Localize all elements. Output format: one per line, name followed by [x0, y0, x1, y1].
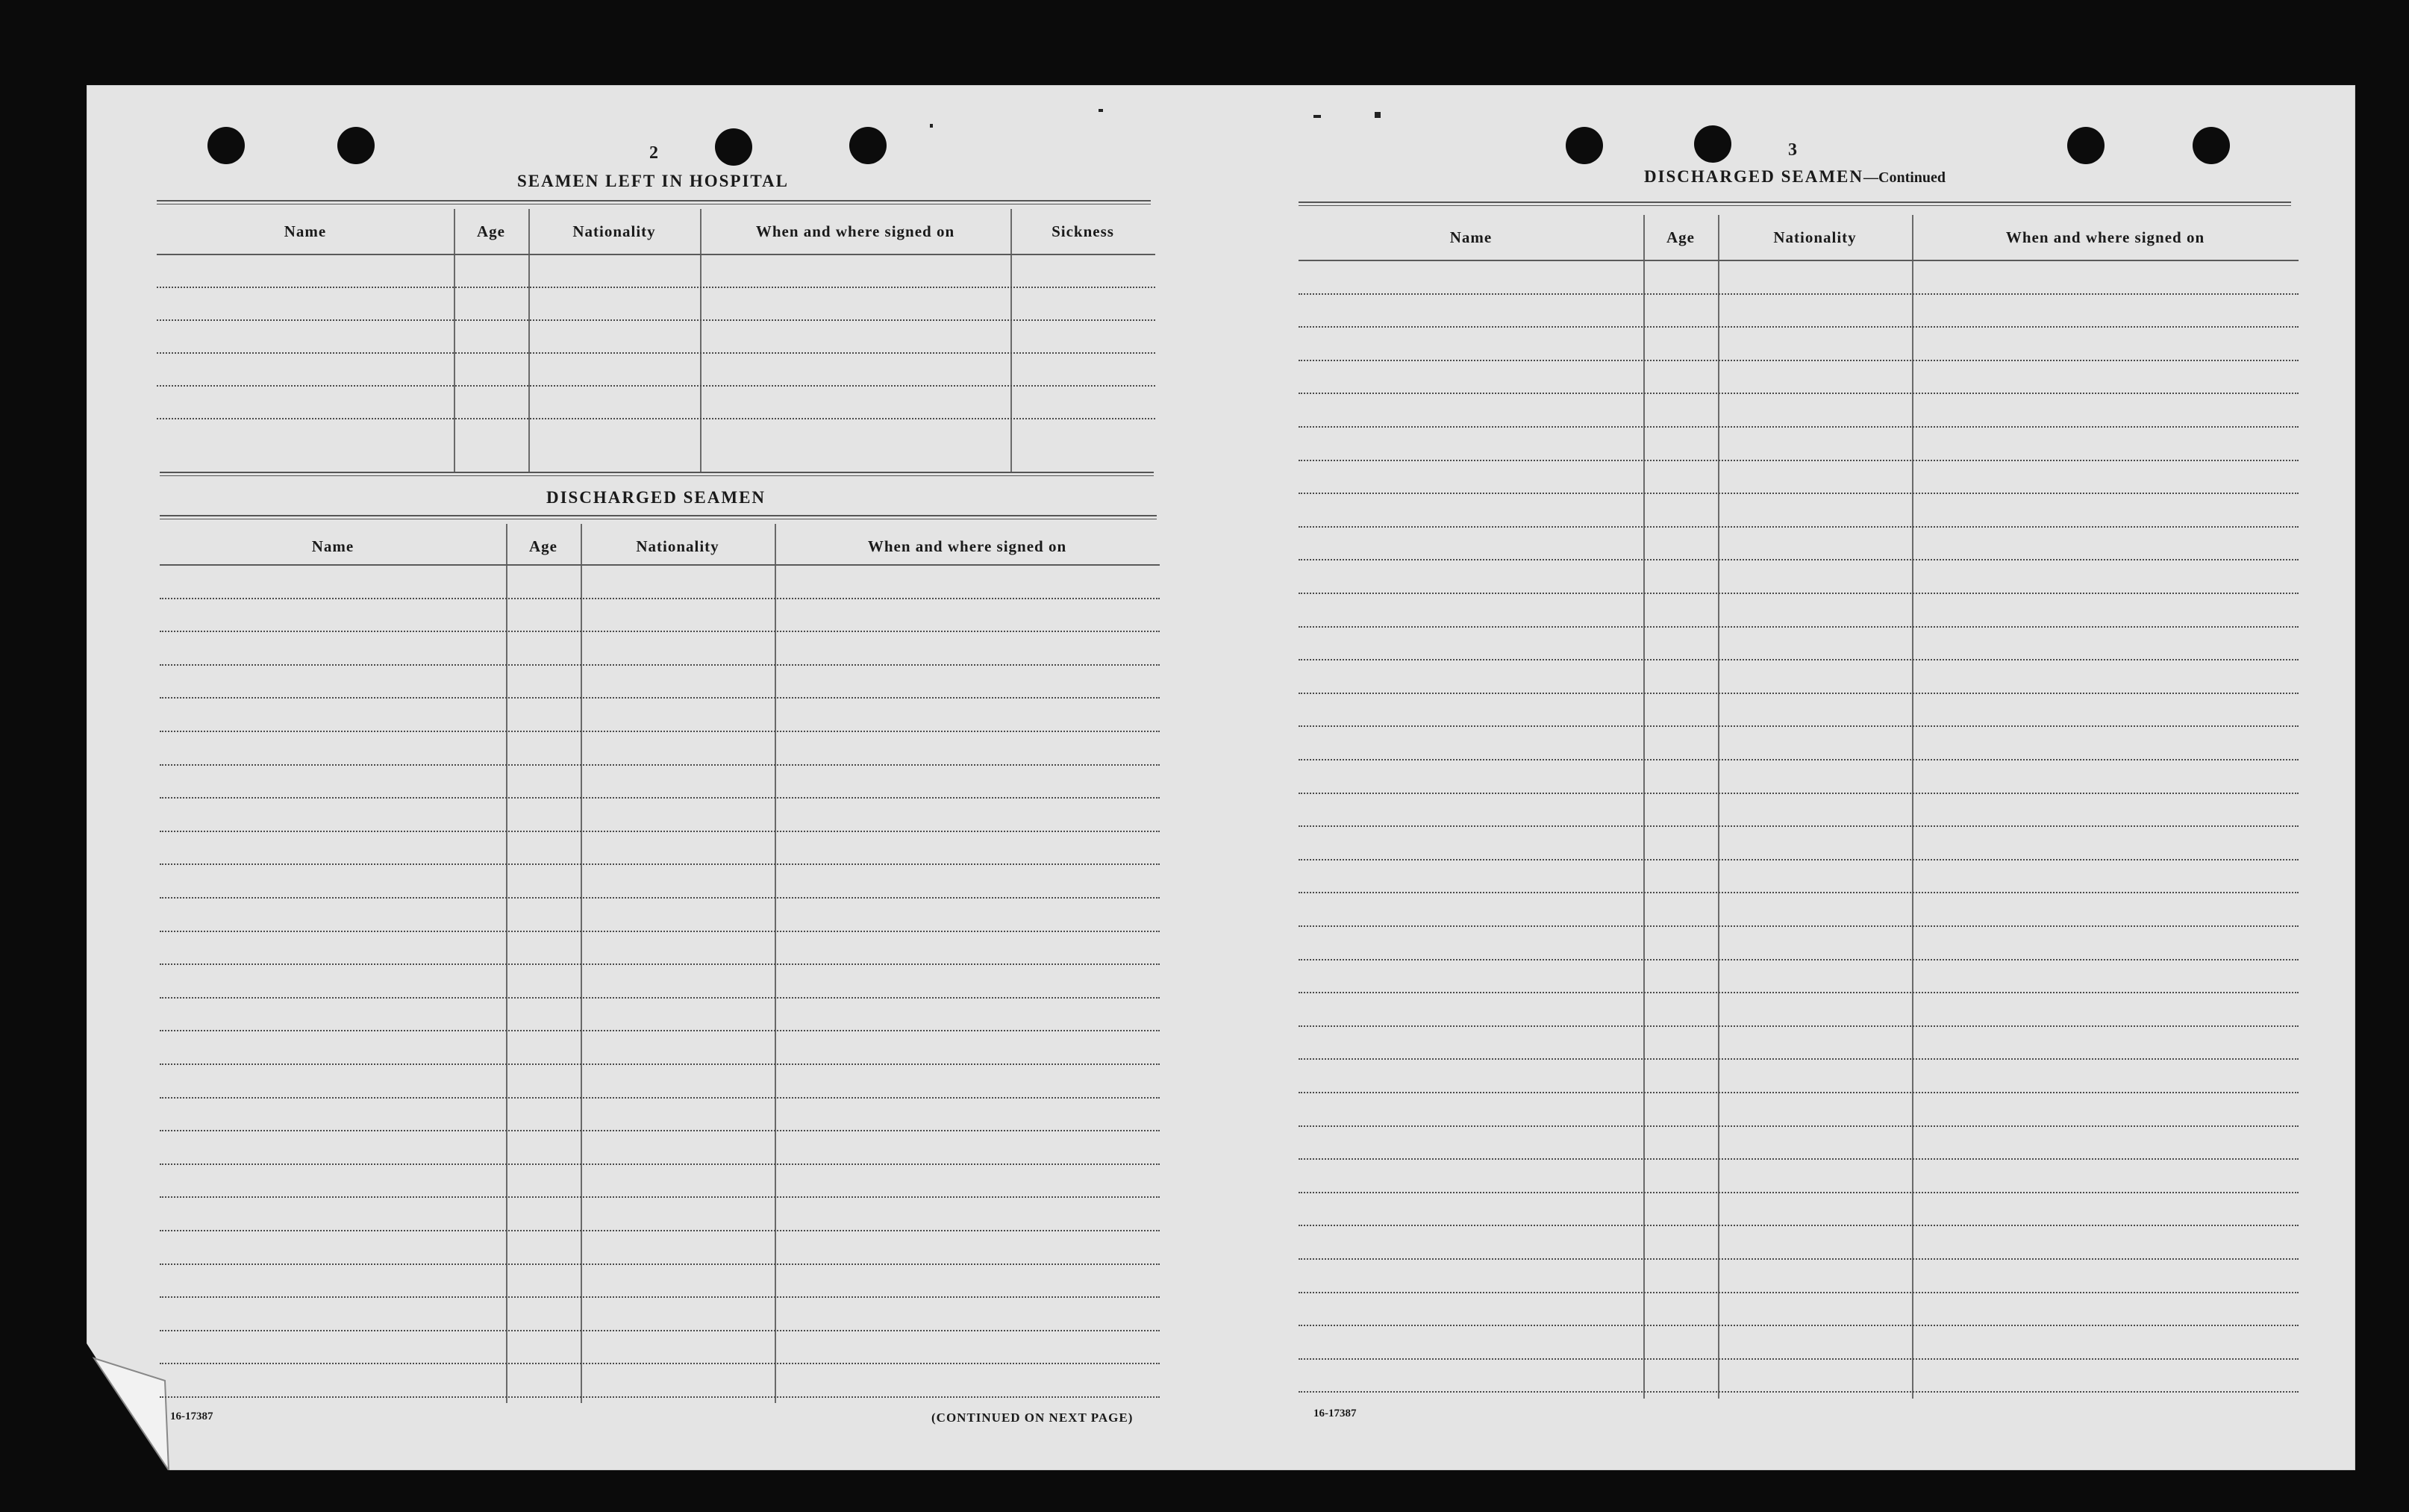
- ruled-line: [1299, 759, 2299, 760]
- ruled-line: [1299, 1292, 2299, 1293]
- punch-hole: [849, 127, 887, 164]
- ruled-line: [1299, 892, 2299, 893]
- hospital-section-title: SEAMEN LEFT IN HOSPITAL: [516, 172, 790, 190]
- discharged-right-col-age: Age: [1666, 228, 1695, 246]
- hospital-title-rule: [157, 200, 1151, 204]
- hospital-col-nationality: Nationality: [572, 222, 656, 240]
- ink-speck: [1099, 109, 1103, 112]
- ruled-line: [160, 1230, 1160, 1231]
- ruled-line: [1299, 360, 2299, 361]
- discharged-right-col-nationality: Nationality: [1773, 228, 1857, 246]
- discharged-title-rule-right: [1299, 202, 2291, 206]
- discharged-title-rule-left: [160, 515, 1157, 519]
- punch-hole: [715, 128, 752, 166]
- ruled-line: [160, 598, 1160, 599]
- ruled-line: [157, 254, 1155, 255]
- continued-on-next-page-note: (CONTINUED ON NEXT PAGE): [931, 1411, 1134, 1425]
- punch-hole: [1694, 125, 1731, 163]
- ruled-line: [160, 1196, 1160, 1198]
- ruled-line: [1299, 426, 2299, 428]
- discharged-right-col-signed-on: When and where signed on: [2005, 228, 2205, 246]
- discharged-left-rows: [160, 524, 1160, 1403]
- ruled-line: [1299, 825, 2299, 827]
- ruled-line: [160, 931, 1160, 932]
- ruled-line: [160, 1130, 1160, 1131]
- ruled-line: [1299, 460, 2299, 461]
- ruled-line: [1299, 992, 2299, 993]
- ruled-line: [160, 764, 1160, 766]
- ruled-line: [160, 1163, 1160, 1165]
- ruled-line: [1299, 1325, 2299, 1326]
- ruled-line: [1299, 1391, 2299, 1393]
- ruled-line: [157, 287, 1155, 288]
- ruled-line: [160, 697, 1160, 699]
- punch-hole: [337, 127, 375, 164]
- punch-hole: [1566, 127, 1603, 164]
- discharged-title-right-main: DISCHARGED SEAMEN: [1643, 167, 1864, 186]
- ruled-line: [160, 1097, 1160, 1099]
- ruled-line: [160, 797, 1160, 799]
- punch-hole: [207, 127, 245, 164]
- discharged-left-col-nationality: Nationality: [636, 537, 719, 555]
- ruled-line: [1299, 1192, 2299, 1193]
- ruled-line: [1299, 626, 2299, 628]
- ruled-line: [1299, 593, 2299, 594]
- ruled-line: [1299, 1025, 2299, 1027]
- ruled-line: [160, 863, 1160, 865]
- ruled-line: [1299, 526, 2299, 528]
- page-number-left: 2: [649, 143, 658, 163]
- ruled-line: [1299, 293, 2299, 295]
- discharged-left-col-signed-on: When and where signed on: [867, 537, 1067, 555]
- discharged-table-right: [1299, 215, 2299, 1399]
- ruled-line: [160, 1330, 1160, 1331]
- ruled-line: [157, 319, 1155, 321]
- form-number-right: 16-17387: [1313, 1408, 1357, 1419]
- hospital-col-sickness: Sickness: [1052, 222, 1114, 240]
- ruled-line: [160, 997, 1160, 999]
- discharged-table-left: [160, 524, 1160, 1403]
- ruled-line: [160, 1263, 1160, 1265]
- ruled-line: [1299, 859, 2299, 860]
- ruled-line: [1299, 959, 2299, 960]
- discharged-section-title-left: DISCHARGED SEAMEN: [546, 488, 766, 507]
- punch-hole: [2067, 127, 2105, 164]
- ruled-line: [160, 1396, 1160, 1398]
- ruled-line: [157, 352, 1155, 354]
- form-number-left: 16-17387: [170, 1411, 213, 1422]
- hospital-bottom-rule: [160, 472, 1154, 476]
- ruled-line: [157, 418, 1155, 419]
- hospital-col-signed-on: When and where signed on: [755, 222, 955, 240]
- ruled-line: [160, 1296, 1160, 1298]
- page-number-right: 3: [1788, 140, 1797, 160]
- discharged-section-title-right: [1299, 167, 2291, 187]
- ruled-line: [1299, 1158, 2299, 1160]
- ruled-line: [160, 1030, 1160, 1031]
- discharged-title-right-suffix: —Continued: [1863, 169, 1946, 186]
- ruled-line: [1299, 493, 2299, 494]
- ruled-line: [160, 897, 1160, 899]
- ruled-line: [1299, 260, 2299, 261]
- ruled-line: [1299, 559, 2299, 560]
- hospital-table: [157, 209, 1155, 472]
- ruled-line: [1299, 659, 2299, 660]
- ruled-line: [1299, 1225, 2299, 1226]
- discharged-right-col-name: Name: [1449, 228, 1493, 246]
- discharged-left-col-age: Age: [529, 537, 557, 555]
- discharged-left-col-name: Name: [311, 537, 354, 555]
- ruled-line: [1299, 1358, 2299, 1360]
- ruled-line: [157, 385, 1155, 387]
- hospital-col-name: Name: [284, 222, 327, 240]
- ruled-line: [1299, 793, 2299, 794]
- hospital-rows: [157, 209, 1155, 472]
- ruled-line: [1299, 693, 2299, 694]
- punch-hole: [2193, 127, 2230, 164]
- ruled-line: [1299, 725, 2299, 727]
- ruled-line: [1299, 925, 2299, 927]
- ruled-line: [160, 1363, 1160, 1364]
- discharged-right-rows: [1299, 215, 2299, 1399]
- hospital-col-age: Age: [477, 222, 505, 240]
- ruled-line: [1299, 1258, 2299, 1260]
- ruled-line: [160, 731, 1160, 732]
- ruled-line: [1299, 1092, 2299, 1093]
- ruled-line: [160, 963, 1160, 965]
- ink-speck: [1313, 115, 1321, 118]
- ruled-line: [160, 631, 1160, 632]
- ink-speck: [930, 124, 933, 128]
- ruled-line: [1299, 326, 2299, 328]
- ruled-line: [1299, 1058, 2299, 1060]
- ruled-line: [160, 831, 1160, 832]
- ruled-line: [160, 564, 1160, 566]
- ruled-line: [1299, 393, 2299, 394]
- ruled-line: [160, 664, 1160, 666]
- ruled-line: [1299, 1125, 2299, 1127]
- ruled-line: [160, 1063, 1160, 1065]
- ink-speck: [1375, 112, 1381, 118]
